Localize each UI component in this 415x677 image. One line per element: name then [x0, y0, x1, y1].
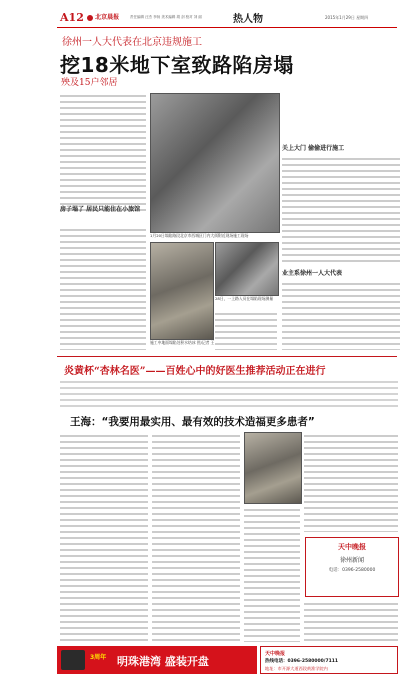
- side-box-line1: 徐州新闻: [339, 557, 364, 564]
- interview-body-col-4: [304, 432, 398, 532]
- ad-right[interactable]: [260, 646, 398, 674]
- interview-body-col-1: [60, 432, 148, 642]
- logo-text: 北京晨报: [95, 14, 120, 21]
- banner-rule: [57, 356, 397, 357]
- subhead-c: 业主系徐州一人大代表: [282, 270, 343, 277]
- collapse-photo-3: [215, 242, 279, 296]
- banner-title: 炎黄杯“杏林名医”——百姓心中的好医生推荐活动正在进行: [64, 366, 326, 377]
- interview-body-col-3: [244, 506, 300, 642]
- banner-body: [60, 378, 398, 408]
- ad-left-logo: [61, 650, 85, 670]
- collapse-photo-2: [150, 242, 214, 340]
- doctor-photo: [244, 432, 302, 504]
- subhead-a: 房子塌了 居民只能住在小旅馆: [60, 206, 141, 213]
- photo-caption-3: 施工中地面塌陷处积水结冰 图/记者 王: [150, 340, 215, 345]
- story-body-col-2: [215, 310, 277, 350]
- photo-caption-1: 1月20日塌陷路段北京市西城区门内大街附近现场施工现场: [150, 233, 249, 238]
- collapse-photo-main: [150, 93, 280, 233]
- newspaper-logo: [87, 12, 119, 21]
- story-body-col-1: [60, 92, 146, 212]
- logo-mark-icon: [87, 15, 93, 21]
- page-code: A12: [60, 11, 84, 24]
- interview-headline: 王海：“我要用最实用、最有效的技术造福更多患者”: [70, 416, 315, 428]
- side-box: [305, 537, 399, 597]
- header-rule: [57, 27, 397, 28]
- story-body-col-1b: [60, 226, 146, 350]
- ad-left[interactable]: [57, 646, 257, 674]
- editor-line: 责任编辑 汪杰 李扬 美术编辑 胡 剑 校对 刘 丽: [130, 15, 202, 19]
- side-box-title: 天中晚报: [338, 543, 366, 551]
- subhead-b: 关上大门 偷偷进行施工: [282, 145, 345, 152]
- section-label: 热人物: [233, 14, 263, 25]
- ad-right-title: 天中晚报: [265, 651, 286, 657]
- ad-left-badge: 3周年: [90, 654, 107, 661]
- photo-caption-2: 28日，一上路入员在塌陷现场测量: [215, 296, 273, 301]
- interview-body-col-5: [304, 600, 398, 642]
- story-headline: 挖18米地下室致路陷房塌: [60, 53, 294, 77]
- header-date: 2015年1月29日 星期四: [325, 15, 369, 20]
- story-subhead: 殃及15户邻居: [61, 78, 118, 88]
- ad-right-phone: 热线电话：0396-2580000/7111: [265, 659, 338, 664]
- side-box-line2: 电话：0396-2580000: [328, 568, 376, 573]
- story-body-col-3b: [282, 280, 400, 350]
- ad-left-main: 明珠港湾 盛装开盘: [117, 655, 209, 668]
- ad-right-address: 地址：市开源大道西段黄淮学院内: [265, 666, 328, 671]
- interview-body-col-2: [152, 432, 240, 642]
- story-kicker: 徐州一人大代表在北京违规施工: [62, 37, 202, 48]
- story-body-col-3: [282, 155, 400, 265]
